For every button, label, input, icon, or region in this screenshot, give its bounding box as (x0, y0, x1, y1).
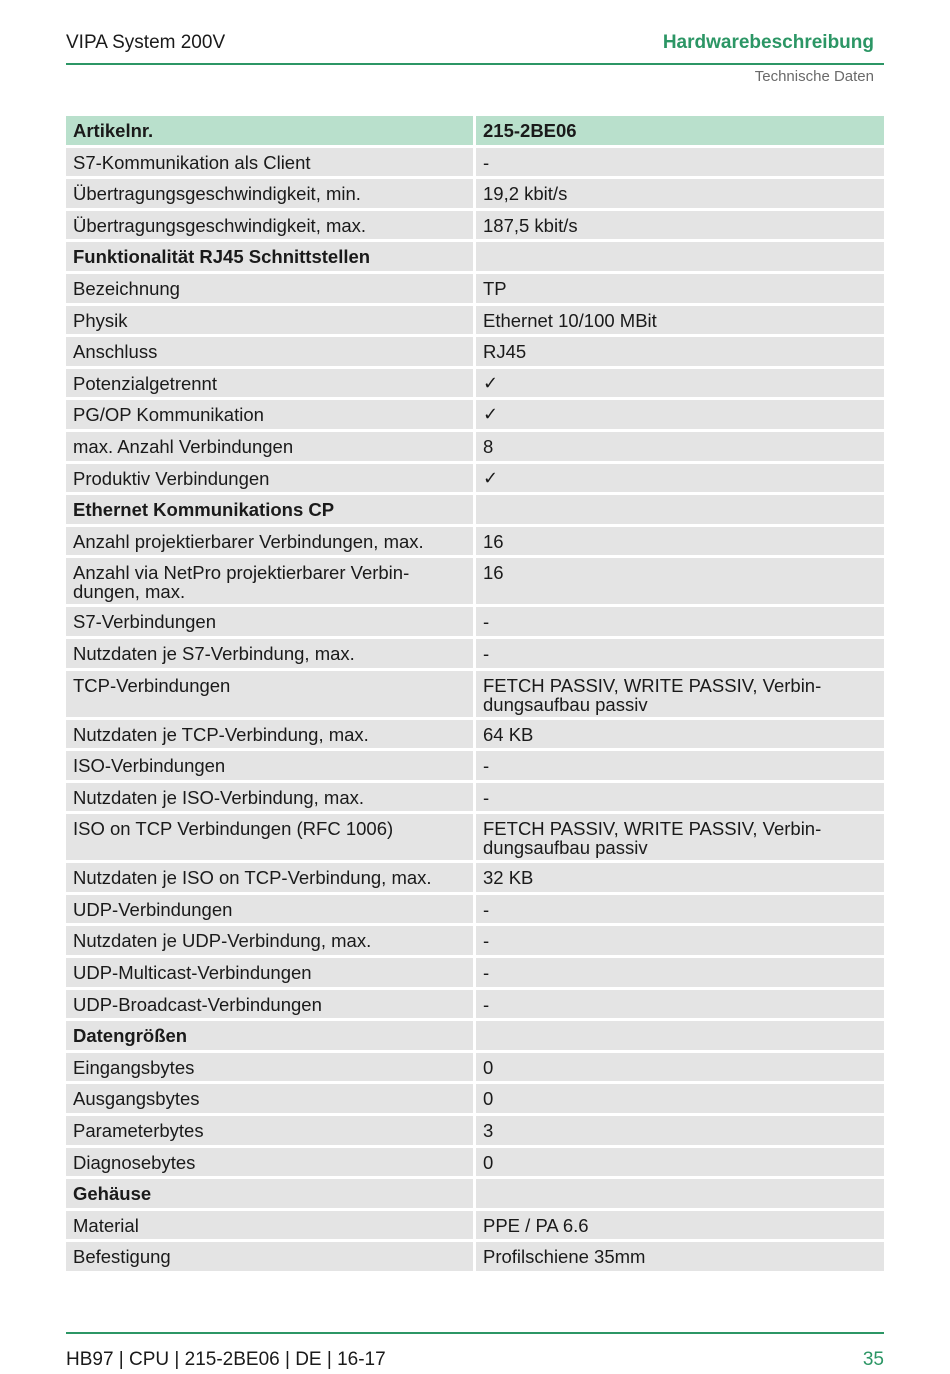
table-section-row (66, 1021, 884, 1050)
table-row (66, 527, 884, 556)
property-value: 215-2BE06 (476, 116, 884, 145)
table-row (66, 958, 884, 987)
property-label: UDP-Multicast-Verbindungen (66, 958, 473, 987)
property-value: - (476, 751, 884, 780)
property-value: - (476, 607, 884, 636)
property-label: ISO-Verbindungen (66, 751, 473, 780)
table-row (66, 783, 884, 812)
table-row (66, 751, 884, 780)
property-value: - (476, 148, 884, 177)
property-value: PPE / PA 6.6 (476, 1211, 884, 1240)
technical-data-table (66, 116, 884, 1274)
property-label: Bezeichnung (66, 274, 473, 303)
property-value: Ethernet 10/100 MBit (476, 306, 884, 335)
property-label: PG/OP Kommunikation (66, 400, 473, 429)
property-value: - (476, 926, 884, 955)
property-label: Ethernet Kommunikations CP (66, 495, 473, 524)
property-label: max. Anzahl Verbindungen (66, 432, 473, 461)
property-value: - (476, 783, 884, 812)
property-value: 32 KB (476, 863, 884, 892)
property-label: Diagnosebytes (66, 1148, 473, 1177)
property-label: Artikelnr. (66, 116, 473, 145)
property-value: Profilschiene 35mm (476, 1242, 884, 1271)
table-row (66, 337, 884, 366)
table-row (66, 274, 884, 303)
property-label: UDP-Broadcast-Verbindungen (66, 990, 473, 1019)
property-value: RJ45 (476, 337, 884, 366)
table-row (66, 1053, 884, 1082)
checkmark-icon: ✓ (476, 400, 884, 429)
table-row (66, 432, 884, 461)
table-row (66, 464, 884, 493)
table-row (66, 814, 884, 860)
property-value: - (476, 639, 884, 668)
table-row (66, 671, 884, 717)
footer-document-id: HB97 | CPU | 215-2BE06 | DE | 16-17 (66, 1349, 386, 1370)
property-label: Physik (66, 306, 473, 335)
header-divider (66, 63, 884, 65)
section-title: Technische Daten (754, 68, 874, 85)
property-value: - (476, 958, 884, 987)
page-number: 35 (862, 1349, 884, 1370)
property-value (476, 242, 884, 271)
property-label: Datengrößen (66, 1021, 473, 1050)
document-title: VIPA System 200V (66, 32, 226, 53)
property-label: Gehäuse (66, 1179, 473, 1208)
property-label: Anzahl via NetPro projektierbarer Verbin- dungen, max. (66, 558, 473, 604)
property-value: - (476, 895, 884, 924)
checkmark-icon: ✓ (476, 369, 884, 398)
property-label: Anschluss (66, 337, 473, 366)
table-row (66, 1084, 884, 1113)
property-label: UDP-Verbindungen (66, 895, 473, 924)
property-label: Nutzdaten je S7-Verbindung, max. (66, 639, 473, 668)
table-row (66, 1116, 884, 1145)
table-section-row (66, 1179, 884, 1208)
table-row (66, 369, 884, 398)
property-label: Produktiv Verbindungen (66, 464, 473, 493)
table-row (66, 639, 884, 668)
table-row (66, 400, 884, 429)
table-row (66, 179, 884, 208)
chapter-title: Hardwarebeschreibung (662, 32, 874, 53)
property-value: TP (476, 274, 884, 303)
table-row (66, 211, 884, 240)
table-row (66, 990, 884, 1019)
property-label: Nutzdaten je ISO-Verbindung, max. (66, 783, 473, 812)
table-row (66, 720, 884, 749)
table-header-row (66, 116, 884, 145)
table-row (66, 1211, 884, 1240)
checkmark-icon: ✓ (476, 464, 884, 493)
property-label: Material (66, 1211, 473, 1240)
property-value: 16 (476, 527, 884, 556)
property-label: TCP-Verbindungen (66, 671, 473, 717)
property-value: 187,5 kbit/s (476, 211, 884, 240)
property-value: 0 (476, 1053, 884, 1082)
property-value: 64 KB (476, 720, 884, 749)
property-label: Anzahl projektierbarer Verbindungen, max. (66, 527, 473, 556)
property-label: Befestigung (66, 1242, 473, 1271)
property-value: 16 (476, 558, 884, 604)
property-value: FETCH PASSIV, WRITE PASSIV, Verbin- dungsaufbau passiv (476, 814, 884, 860)
property-label: Übertragungsgeschwindigkeit, min. (66, 179, 473, 208)
property-label: Eingangsbytes (66, 1053, 473, 1082)
property-value: 0 (476, 1148, 884, 1177)
table-section-row (66, 495, 884, 524)
table-row (66, 558, 884, 604)
footer-divider (66, 1332, 884, 1334)
property-value: - (476, 990, 884, 1019)
property-value: FETCH PASSIV, WRITE PASSIV, Verbin- dungsaufbau passiv (476, 671, 884, 717)
property-label: ISO on TCP Verbindungen (RFC 1006) (66, 814, 473, 860)
table-row (66, 926, 884, 955)
table-row (66, 863, 884, 892)
table-row (66, 306, 884, 335)
property-value: 3 (476, 1116, 884, 1145)
property-label: Potenzialgetrennt (66, 369, 473, 398)
property-label: Parameterbytes (66, 1116, 473, 1145)
table-row (66, 1242, 884, 1271)
property-label: Funktionalität RJ45 Schnittstellen (66, 242, 473, 271)
property-label: S7-Kommunikation als Client (66, 148, 473, 177)
property-label: Nutzdaten je UDP-Verbindung, max. (66, 926, 473, 955)
property-value: 0 (476, 1084, 884, 1113)
property-label: Ausgangsbytes (66, 1084, 473, 1113)
table-row (66, 607, 884, 636)
property-label: Nutzdaten je TCP-Verbindung, max. (66, 720, 473, 749)
property-value: 8 (476, 432, 884, 461)
property-value (476, 1021, 884, 1050)
property-label: Nutzdaten je ISO on TCP-Verbindung, max. (66, 863, 473, 892)
property-label: S7-Verbindungen (66, 607, 473, 636)
property-value (476, 1179, 884, 1208)
table-section-row (66, 242, 884, 271)
property-value (476, 495, 884, 524)
property-label: Übertragungsgeschwindigkeit, max. (66, 211, 473, 240)
table-row (66, 1148, 884, 1177)
table-row (66, 148, 884, 177)
table-row (66, 895, 884, 924)
property-value: 19,2 kbit/s (476, 179, 884, 208)
